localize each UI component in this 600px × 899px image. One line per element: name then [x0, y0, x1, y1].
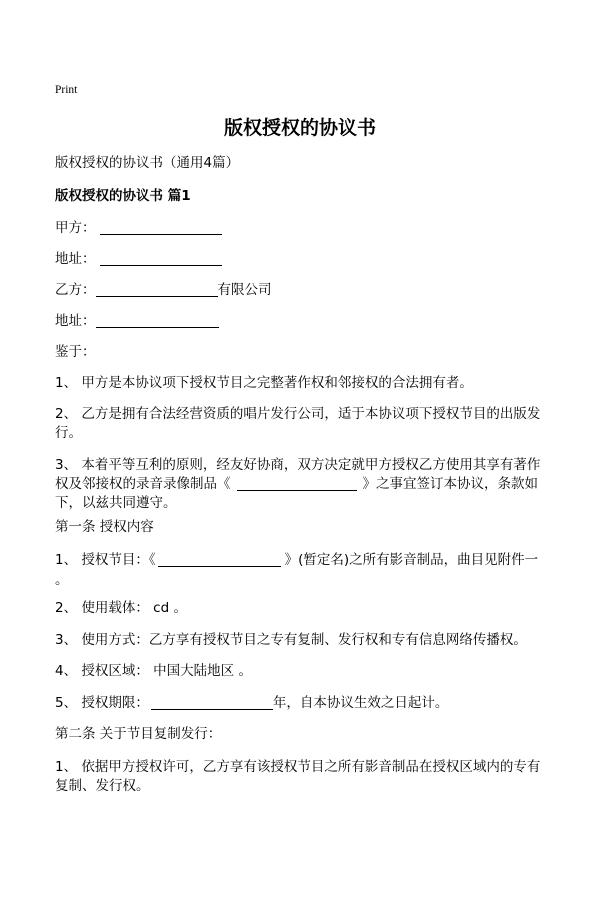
article-1-item-1-after: 》(暂定名)之所有影音制品，曲目见附件一 [284, 552, 539, 568]
article-1-item-5-before: 5、 授权期限： [55, 695, 149, 711]
address-a-blank [100, 252, 222, 266]
recital-2-line-1: 2、 乙方是拥有合法经营资质的唱片发行公司，适于本协议项下授权节目的出版发 [55, 406, 541, 422]
address-b-line [55, 312, 219, 330]
party-a-name-blank [100, 221, 222, 235]
article-1-item-4: 4、 授权区域： 中国大陆地区 。 [55, 663, 252, 679]
product-title-blank [237, 477, 357, 491]
document-title: 版权授权的协议书 [223, 117, 376, 139]
recital-3-line-2 [55, 475, 538, 493]
article-1-item-1-line-1 [55, 551, 538, 569]
article-2-title: 第二条 关于节目复制发行： [55, 726, 222, 742]
party-b-suffix: 有限公司 [217, 282, 272, 298]
article-2-item-1-line-2: 复制、发行权。 [55, 778, 150, 794]
party-a-label: 甲方： [55, 220, 96, 236]
article-1-item-3: 3、 使用方式：乙方享有授权节目之专有复制、发行权和专有信息网络传播权。 [55, 632, 527, 648]
section-heading: 版权授权的协议书 篇1 [55, 188, 191, 204]
article-1-item-5-after: 年，自本协议生效之日起计。 [272, 695, 449, 711]
address-a-line [55, 250, 222, 268]
recital-3-line-1: 3、 本着平等互利的原则，经友好协商，双方决定就甲方授权乙方使用其享有著作 [55, 457, 541, 473]
recital-3-text-after: 》之事宜签订本协议，条款如 [362, 476, 538, 492]
document-subtitle: 版权授权的协议书（通用4篇） [55, 155, 240, 171]
address-a-label: 地址： [55, 251, 96, 267]
recital-3-text-before: 权及邻接权的录音录像制品《 [55, 476, 231, 492]
article-1-item-1-line-2: 。 [55, 572, 69, 588]
term-years-blank [151, 696, 273, 710]
article-1-item-1-before: 1、 授权节目：《 [55, 552, 156, 568]
program-title-blank [158, 553, 281, 567]
article-2-item-1-line-1: 1、 依据甲方授权许可，乙方享有该授权节目之所有影音制品在授权区域内的专有 [55, 759, 541, 775]
party-a-line [55, 219, 222, 237]
recital-1: 1、 甲方是本协议项下授权节目之完整著作权和邻接权的合法拥有者。 [55, 375, 473, 391]
whereas-label: 鉴于： [55, 344, 96, 360]
article-1-title: 第一条 授权内容 [55, 519, 154, 535]
recital-2-line-2: 行。 [55, 425, 82, 441]
article-1-item-5 [55, 694, 448, 712]
party-b-line [55, 281, 272, 299]
address-b-blank [96, 314, 219, 328]
party-b-label: 乙方： [55, 282, 96, 298]
article-1-item-2: 2、 使用载体： cd 。 [55, 600, 187, 616]
recital-3-line-3: 下，以兹共同遵守。 [55, 495, 177, 511]
party-b-name-blank [96, 283, 218, 297]
print-link[interactable]: Print [55, 84, 78, 96]
address-b-label: 地址： [55, 313, 96, 329]
